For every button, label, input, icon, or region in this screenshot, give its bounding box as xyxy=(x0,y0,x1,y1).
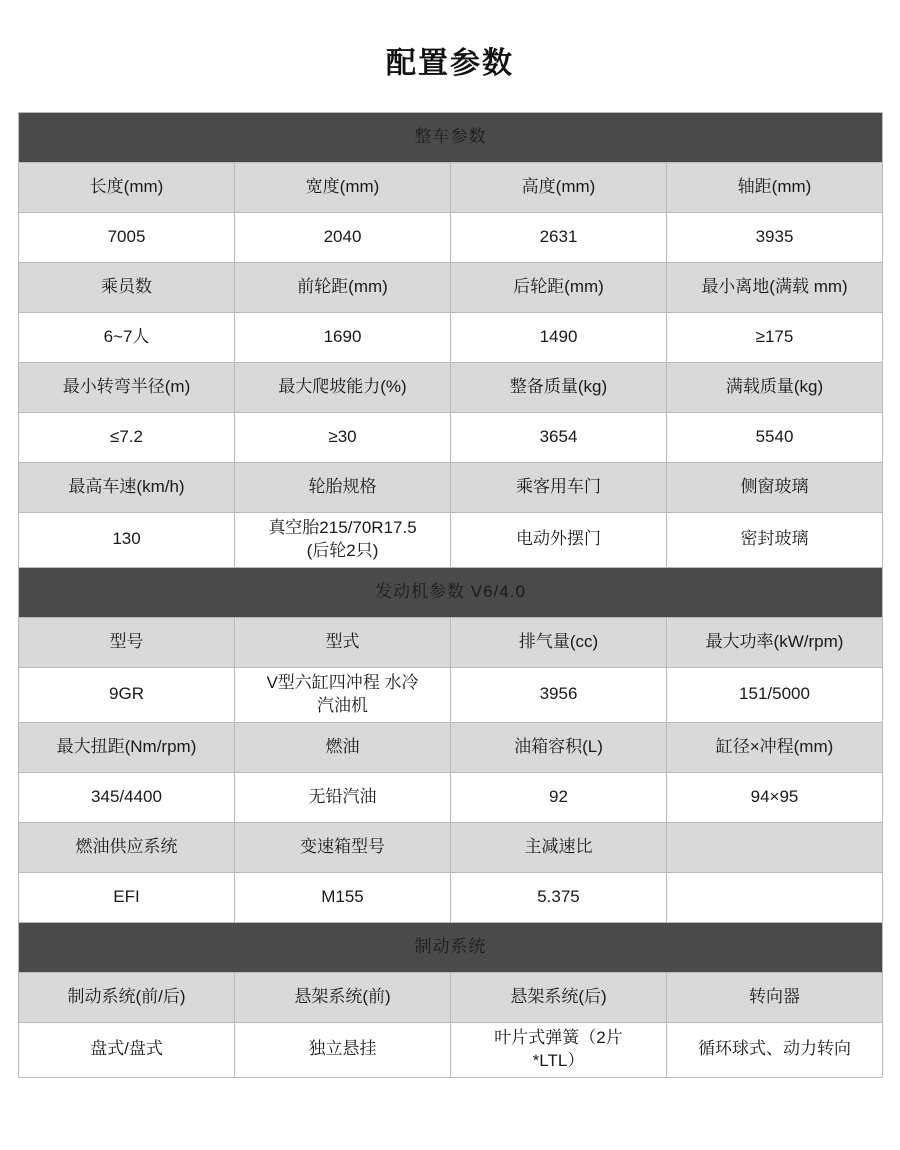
spec-label-cell: 轴距(mm) xyxy=(667,163,883,213)
spec-value-cell xyxy=(235,513,451,568)
spec-value-cell: 5.375 xyxy=(451,872,667,922)
table-row xyxy=(19,413,883,463)
spec-label-cell: 燃油供应系统 xyxy=(19,822,235,872)
table-header-row xyxy=(19,263,883,313)
table-row xyxy=(19,313,883,363)
spec-label-cell: 悬架系统(后) xyxy=(451,972,667,1022)
spec-label-cell: 后轮距(mm) xyxy=(451,263,667,313)
table-header-row xyxy=(19,363,883,413)
spec-value-cell xyxy=(667,872,883,922)
spec-label-cell: 型号 xyxy=(19,617,235,667)
spec-label-cell: 长度(mm) xyxy=(19,163,235,213)
cell-text-line: 叶片式弹簧（2片 xyxy=(494,1027,623,1047)
spec-label-cell: 最大功率(kW/rpm) xyxy=(667,617,883,667)
spec-sheet-page xyxy=(0,38,900,1078)
spec-label-cell: 乘客用车门 xyxy=(451,463,667,513)
section-heading: 制动系统 xyxy=(19,922,883,972)
spec-label-cell: 轮胎规格 xyxy=(235,463,451,513)
spec-value-cell: M155 xyxy=(235,872,451,922)
spec-value-cell: 3956 xyxy=(451,667,667,722)
table-header-row xyxy=(19,722,883,772)
specification-table xyxy=(18,112,883,1078)
spec-value-cell: 345/4400 xyxy=(19,772,235,822)
section-heading: 整车参数 xyxy=(19,113,883,163)
table-row xyxy=(19,667,883,722)
spec-value-cell: 92 xyxy=(451,772,667,822)
spec-label-cell: 最小离地(满载 mm) xyxy=(667,263,883,313)
spec-value-cell: 2040 xyxy=(235,213,451,263)
spec-value-cell xyxy=(451,1022,667,1077)
table-header-row xyxy=(19,972,883,1022)
cell-text-line: V型六缸四冲程 水冷 xyxy=(266,672,419,692)
table-row xyxy=(19,213,883,263)
cell-text-line: 汽油机 xyxy=(317,695,368,715)
table-row xyxy=(19,1022,883,1077)
spec-label-cell: 宽度(mm) xyxy=(235,163,451,213)
spec-label-cell: 整备质量(kg) xyxy=(451,363,667,413)
spec-label-cell: 变速箱型号 xyxy=(235,822,451,872)
spec-value-cell: 循环球式、动力转向 xyxy=(667,1022,883,1077)
cell-text-line: *LTL） xyxy=(532,1050,585,1070)
spec-label-cell: 缸径×冲程(mm) xyxy=(667,722,883,772)
cell-text-line: 真空胎215/70R17.5 xyxy=(268,518,417,537)
table-header-row xyxy=(19,463,883,513)
spec-value-cell: ≥175 xyxy=(667,313,883,363)
spec-label-cell: 最大扭距(Nm/rpm) xyxy=(19,722,235,772)
spec-value-cell: 1490 xyxy=(451,313,667,363)
table-header-row xyxy=(19,822,883,872)
spec-value-cell: 无铅汽油 xyxy=(235,772,451,822)
spec-label-cell: 排气量(cc) xyxy=(451,617,667,667)
spec-value-cell: 9GR xyxy=(19,667,235,722)
spec-label-cell: 最大爬坡能力(%) xyxy=(235,363,451,413)
spec-value-cell: 1690 xyxy=(235,313,451,363)
spec-value-cell: 盘式/盘式 xyxy=(19,1022,235,1077)
spec-value-cell: 密封玻璃 xyxy=(667,513,883,568)
table-row xyxy=(19,772,883,822)
spec-label-cell: 侧窗玻璃 xyxy=(667,463,883,513)
spec-label-cell: 型式 xyxy=(235,617,451,667)
section-heading: 发动机参数 V6/4.0 xyxy=(19,567,883,617)
spec-value-cell: 3654 xyxy=(451,413,667,463)
spec-value-cell: 94×95 xyxy=(667,772,883,822)
cell-text-line: (后轮2只) xyxy=(306,540,379,560)
spec-label-cell: 最高车速(km/h) xyxy=(19,463,235,513)
spec-label-cell: 油箱容积(L) xyxy=(451,722,667,772)
spec-label-cell: 燃油 xyxy=(235,722,451,772)
spec-value-cell: 独立悬挂 xyxy=(235,1022,451,1077)
page-title: 配置参数 xyxy=(386,47,514,80)
spec-value-cell: 7005 xyxy=(19,213,235,263)
spec-label-cell xyxy=(667,822,883,872)
section-header-row xyxy=(19,922,883,972)
spec-label-cell: 最小转弯半径(m) xyxy=(19,363,235,413)
spec-value-cell xyxy=(235,667,451,722)
spec-value-cell: 2631 xyxy=(451,213,667,263)
spec-value-cell: 6~7人 xyxy=(19,313,235,363)
section-header-row xyxy=(19,113,883,163)
specification-table-body xyxy=(19,113,883,1078)
spec-label-cell: 前轮距(mm) xyxy=(235,263,451,313)
table-header-row xyxy=(19,163,883,213)
spec-label-cell: 乘员数 xyxy=(19,263,235,313)
spec-label-cell: 满载质量(kg) xyxy=(667,363,883,413)
table-row xyxy=(19,872,883,922)
spec-label-cell: 转向器 xyxy=(667,972,883,1022)
spec-value-cell: 151/5000 xyxy=(667,667,883,722)
spec-value-cell: EFI xyxy=(19,872,235,922)
spec-label-cell: 主减速比 xyxy=(451,822,667,872)
spec-value-cell: 电动外摆门 xyxy=(451,513,667,568)
spec-value-cell: 130 xyxy=(19,513,235,568)
table-header-row xyxy=(19,617,883,667)
spec-value-cell: 3935 xyxy=(667,213,883,263)
spec-label-cell: 高度(mm) xyxy=(451,163,667,213)
spec-label-cell: 制动系统(前/后) xyxy=(19,972,235,1022)
spec-value-cell: 5540 xyxy=(667,413,883,463)
spec-label-cell: 悬架系统(前) xyxy=(235,972,451,1022)
table-row xyxy=(19,513,883,568)
section-header-row xyxy=(19,567,883,617)
spec-value-cell: ≥30 xyxy=(235,413,451,463)
spec-value-cell: ≤7.2 xyxy=(19,413,235,463)
